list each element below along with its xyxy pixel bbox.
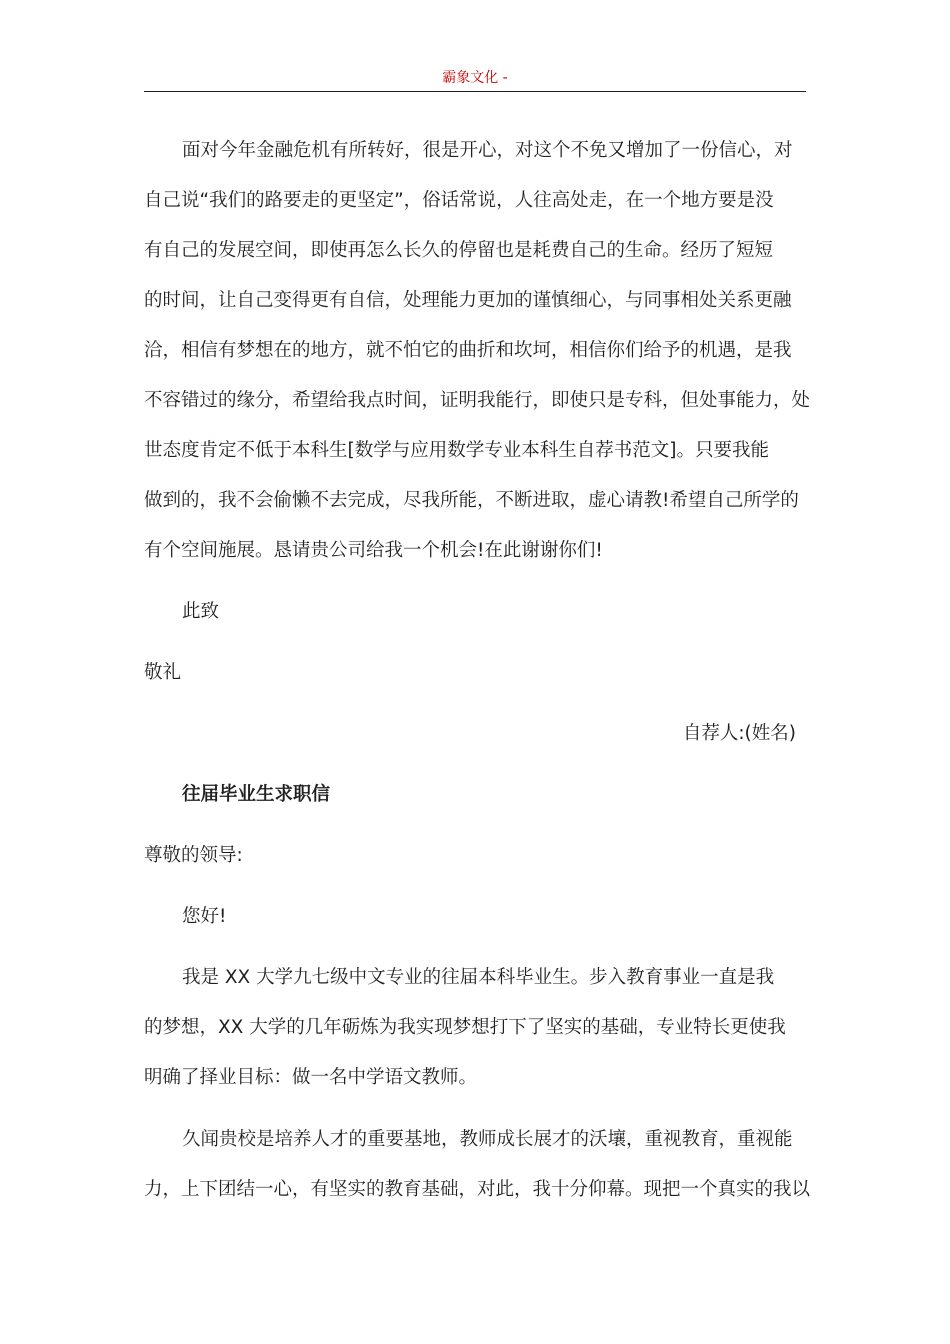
hello-line: 您好!	[182, 906, 227, 927]
greeting-line: 尊敬的领导:	[144, 845, 243, 866]
paragraph-line: 的梦想，XX 大学的几年砺炼为我实现梦想打下了坚实的基础，专业特长更使我	[144, 1017, 786, 1038]
document-body	[144, 126, 811, 1215]
closing-phrase: 此致	[182, 601, 220, 622]
page-header	[144, 66, 806, 92]
paragraph-line: 有个空间施展。恳请贵公司给我一个机会!在此谢谢你们!	[144, 540, 603, 561]
salute-phrase: 敬礼	[144, 662, 182, 683]
paragraph-line: 久闻贵校是培养人才的重要基地，教师成长展才的沃壤，重视教育，重视能	[182, 1129, 793, 1150]
signature-line: 自荐人:(姓名)	[682, 723, 796, 744]
letter1-paragraph	[144, 126, 811, 576]
header-title: 霸象文化 -	[442, 70, 508, 86]
paragraph-line: 不容错过的缘分，希望给我点时间，证明我能行，即使只是专科，但处事能力，处	[144, 390, 811, 411]
paragraph-line: 我是 XX 大学九七级中文专业的往届本科毕业生。步入教育事业一直是我	[182, 967, 775, 988]
paragraph-line: 洽，相信有梦想在的地方，就不怕它的曲折和坎坷，相信你们给予的机遇，是我	[144, 340, 792, 361]
paragraph-line: 有自己的发展空间，即使再怎么长久的停留也是耗费自己的生命。经历了短短	[144, 240, 774, 261]
paragraph-line: 自己说“我们的路要走的更坚定”，俗话常说，人往高处走，在一个地方要是没	[144, 190, 774, 211]
paragraph-line: 世态度肯定不低于本科生[数学与应用数学专业本科生自荐书范文]。只要我能	[144, 440, 769, 461]
paragraph-line: 明确了择业目标：做一名中学语文教师。	[144, 1067, 478, 1088]
paragraph-line: 力，上下团结一心，有坚实的教育基础，对此，我十分仰幕。现把一个真实的我以	[144, 1179, 811, 1200]
section-title: 往届毕业生求职信	[182, 784, 331, 805]
letter2-paragraph-1	[144, 953, 796, 1103]
paragraph-line: 做到的，我不会偷懒不去完成，尽我所能，不断进取，虚心请教!希望自己所学的	[144, 490, 799, 511]
paragraph-line: 的时间，让自己变得更有自信，处理能力更加的谨慎细心，与同事相处关系更融	[144, 290, 792, 311]
letter2-paragraph-2	[144, 1115, 811, 1215]
paragraph-line: 面对今年金融危机有所转好，很是开心，对这个不免又增加了一份信心，对	[182, 140, 793, 161]
